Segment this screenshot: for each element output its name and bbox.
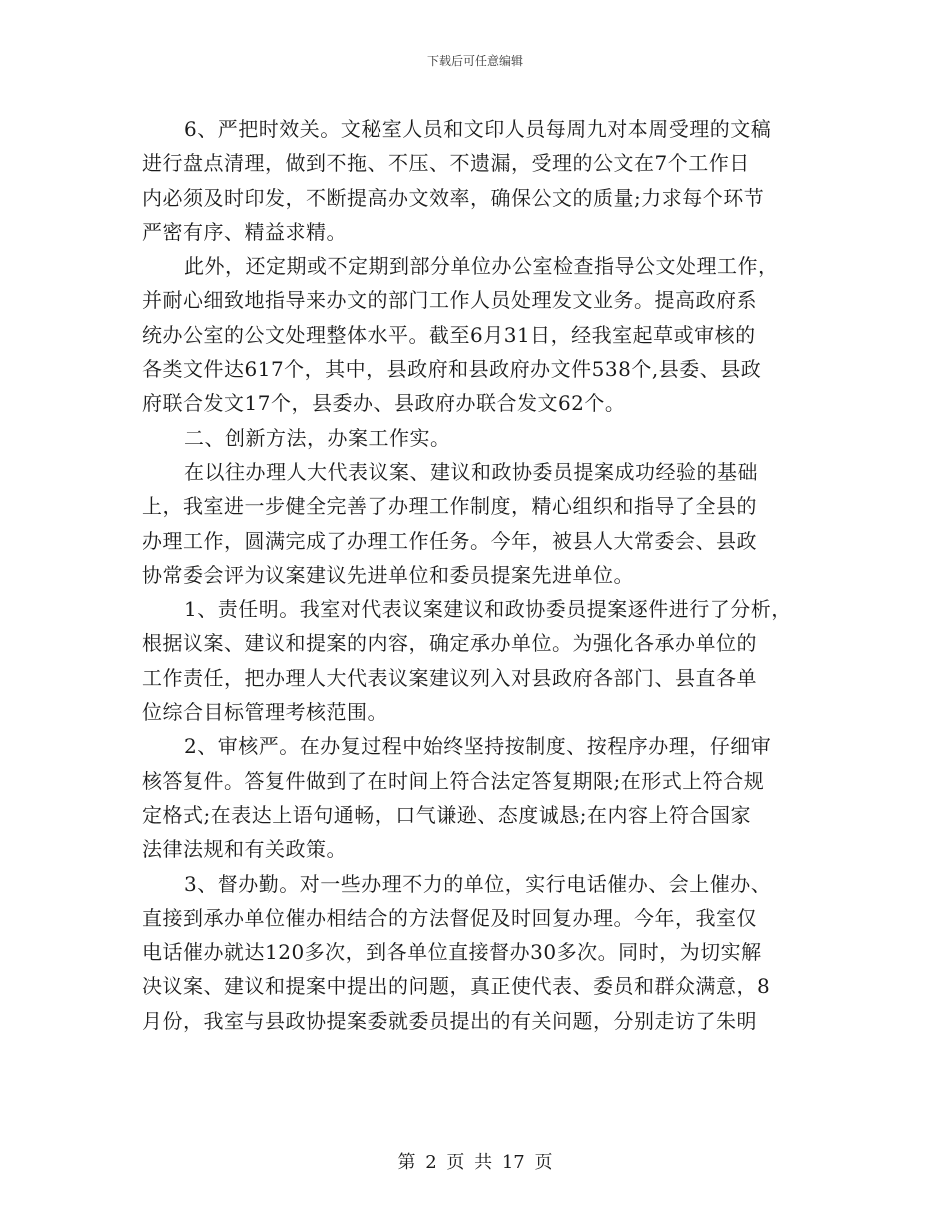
paragraph-line: 1、责任明。我室对代表议案建议和政协委员提案逐件进行了分析，: [184, 597, 792, 622]
paragraph-line: 在以往办理人大代表议案、建议和政协委员提案成功经验的基础: [184, 459, 758, 484]
paragraph-line: 此外，还定期或不定期到部分单位办公室检查指导公文处理工作，: [184, 254, 779, 279]
page-number-footer: 第 2 页 共 17 页: [397, 1152, 553, 1173]
paragraph-line: 各类文件达617个，其中，县政府和县政府办文件538个,县委、县政: [142, 357, 762, 382]
paragraph-line: 府联合发文17个，县委办、县政府办联合发文62个。: [142, 391, 626, 416]
section-heading: 二、创新方法，办案工作实。: [184, 425, 451, 450]
paragraph-line: 工作责任，把办理人大代表议案建议列入对县政府各部门、县直各单: [142, 665, 757, 690]
paragraph-line: 直接到承办单位催办相结合的方法督促及时回复办理。今年，我室仅: [142, 905, 757, 930]
paragraph-line: 并耐心细致地指导来办文的部门工作人员处理发文业务。提高政府系: [142, 288, 757, 313]
paragraph-line: 月份，我室与县政协提案委就委员提出的有关问题，分别走访了朱明: [142, 1008, 757, 1033]
paragraph-line: 协常委会评为议案建议先进单位和委员提案先进单位。: [142, 562, 634, 587]
paragraph-line: 法律法规和有关政策。: [142, 837, 347, 862]
paragraph-line: 位综合目标管理考核范围。: [142, 700, 388, 725]
paragraph-line: 决议案、建议和提案中提出的问题，真正使代表、委员和群众满意，8: [142, 974, 771, 999]
paragraph-line: 6、严把时效关。文秘室人员和文印人员每周九对本周受理的文稿: [184, 117, 772, 141]
paragraph-line: 2、审核严。在办复过程中始终坚持按制度、按程序办理，仔细审: [184, 734, 772, 759]
paragraph-line: 上，我室进一步健全完善了办理工作制度，精心组织和指导了全县的: [142, 494, 757, 519]
paragraph-line: 办理工作，圆满完成了办理工作任务。今年，被县人大常委会、县政: [142, 528, 757, 553]
header-note: 下载后可任意编辑: [426, 54, 523, 68]
paragraph-line: 内必须及时印发，不断提高办文效率，确保公文的质量;力求每个环节: [142, 185, 765, 210]
paragraph-line: 核答复件。答复件做到了在时间上符合法定答复期限;在形式上符合规: [142, 768, 765, 793]
paragraph-line: 统办公室的公文处理整体水平。截至6月31日，经我室起草或审核的: [142, 322, 756, 347]
paragraph-line: 电话催办就达120多次，到各单位直接督办30多次。同时，为切实解: [142, 940, 762, 965]
paragraph-line: 根据议案、建议和提案的内容，确定承办单位。为强化各承办单位的: [142, 631, 757, 656]
paragraph-line: 进行盘点清理，做到不拖、不压、不遗漏，受理的公文在7个工作日: [142, 151, 750, 176]
paragraph-line: 严密有序、精益求精。: [142, 219, 347, 244]
paragraph-line: 3、督办勤。对一些办理不力的单位，实行电话催办、会上催办、: [184, 871, 772, 896]
paragraph-line: 定格式;在表达上语句通畅，口气谦逊、态度诚恳;在内容上符合国家: [142, 802, 751, 827]
document-body: [142, 112, 832, 1038]
